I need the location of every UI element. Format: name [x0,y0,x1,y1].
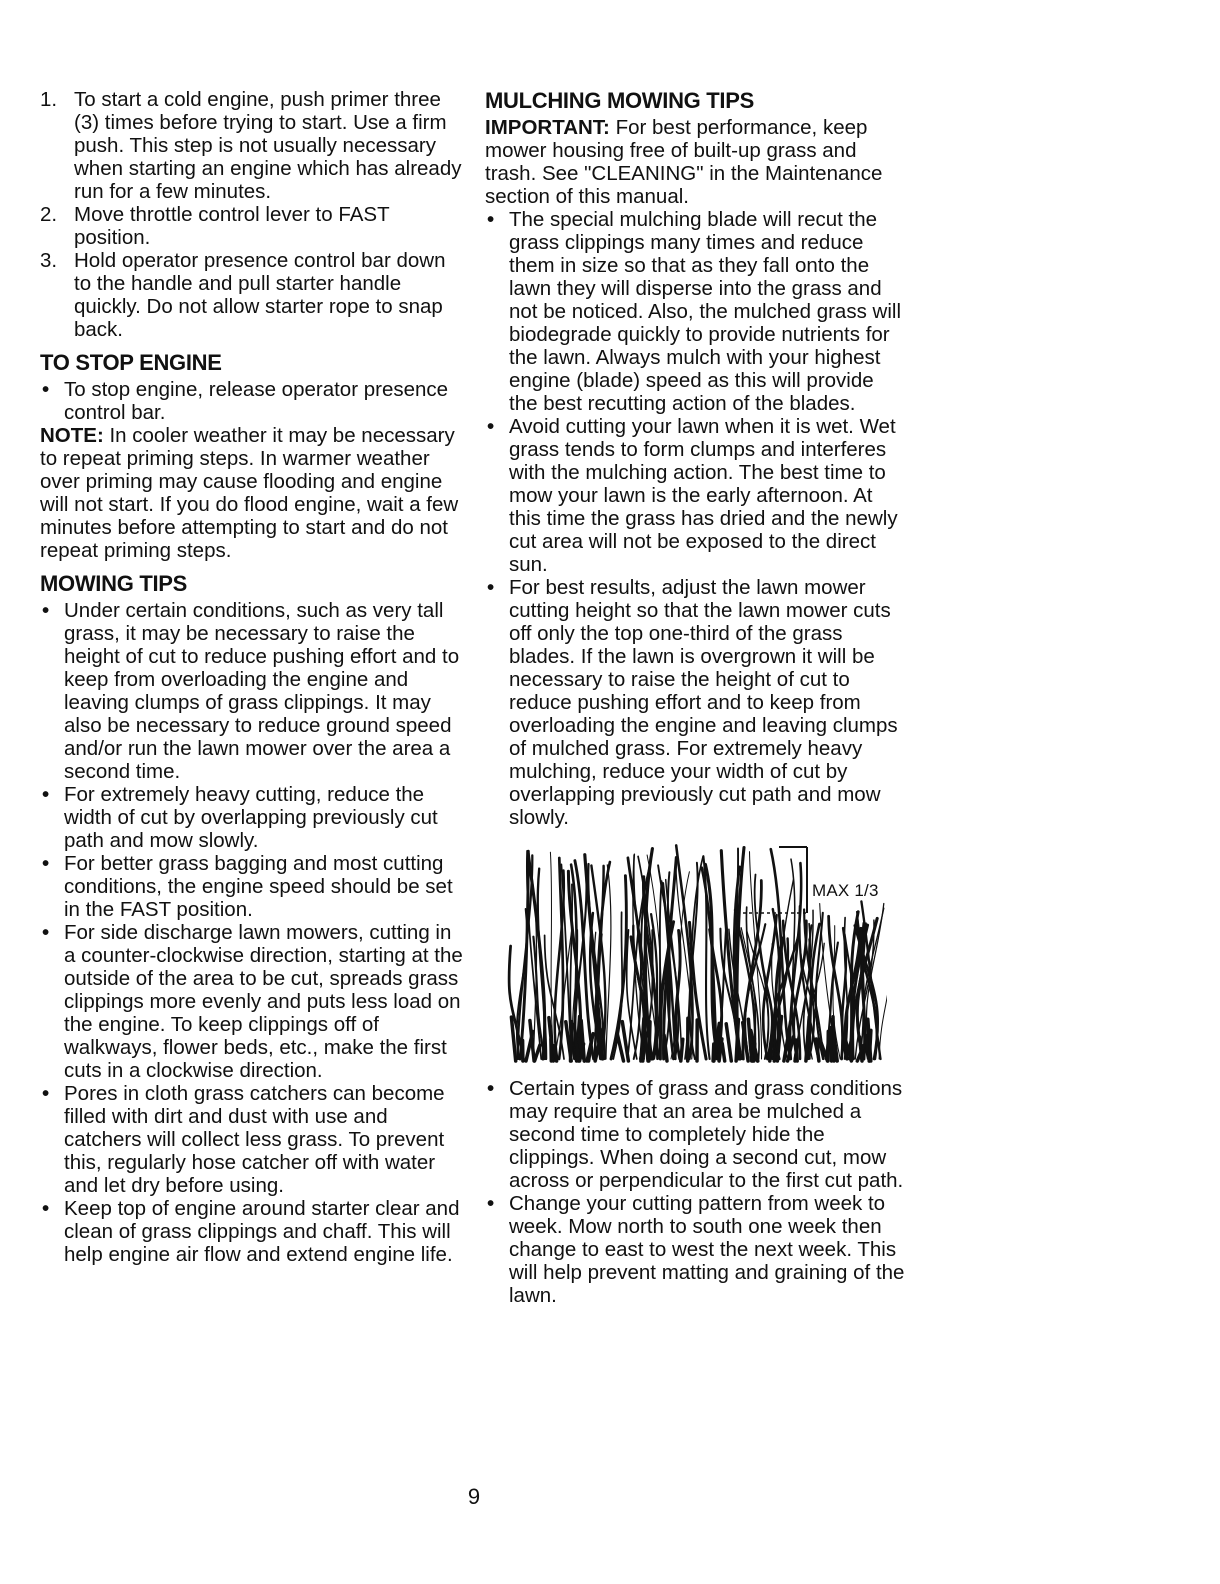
list-item [40,378,465,424]
start-step [40,88,465,203]
page-number: 9 [467,1484,481,1509]
grass-base [713,1044,714,1061]
grass-base [831,1028,832,1061]
grass-base [571,1022,572,1061]
note-text: In cooler weather it may be necessary to repeat priming steps. In warmer weather over priming may cause flooding and engine will not start. If you do flood engine, wait a few minutes before attempting to start and do not repeat priming steps. [40,424,459,562]
stop-engine-list [40,378,465,424]
grass-base [736,1019,738,1061]
bullet-icon: • [487,415,495,438]
list-item [40,1197,465,1266]
important-block [485,116,905,208]
grass-illustration [507,841,887,1063]
grass-blade [879,941,887,1059]
mulching-tips-list-continued [485,1077,905,1307]
list-item [40,783,465,852]
start-steps-list [40,88,465,341]
bullet-icon: • [42,1082,50,1105]
list-item-text: For best results, adjust the lawn mower cutting height so that the lawn mower cuts off only the top one-third of the grass blades. If the lawn is overgrown it will be necessary to raise the height of cut to reduce pushing effort and to keep from overloading the engine and leaving clumps of mulched grass. For extremely heavy mulching, reduce your width of cut by overlapping previously cut path and mow slowly. [509,576,898,829]
max-one-third-label: MAX 1/3 [812,881,879,900]
mulching-tips-heading: MULCHING MOWING TIPS [485,88,754,113]
bullet-icon: • [42,921,50,944]
step-number: 2. [40,203,58,226]
list-item [485,415,905,576]
grass-base [726,1024,731,1061]
left-column [40,88,465,1266]
bullet-icon: • [487,576,495,599]
list-item-text: For extremely heavy cutting, reduce the width of cut by overlapping previously cut path and mow slowly. [64,783,438,852]
note-label: NOTE: [40,424,104,447]
list-item-text: Change your cutting pattern from week to week. Mow north to south one week then change to east to west the next week. This will help prevent matting and graining of the lawn. [509,1192,905,1307]
grass-base [681,1039,683,1061]
start-step [40,203,465,249]
list-item [40,1082,465,1197]
grass-blade [606,865,611,1059]
bullet-icon: • [487,1077,495,1100]
note-paragraph [40,424,465,562]
list-item [40,599,465,783]
list-item-text: Pores in cloth grass catchers can become filled with dirt and dust with use and catchers will collect less grass. To prevent this, regularly hose catcher off with water and let dry before using. [64,1082,445,1197]
list-item-text: The special mulching blade will recut the grass clippings many times and reduce them in size so that as they fall onto the lawn they will disperse into the grass and not be noticed. Also, the mulched grass will biodegrade quickly to provide nutrients for the lawn. Always mulch with your highest engine (blade) speed as this will provide the best recutting action of the blades. [509,208,901,415]
list-item [485,1077,905,1192]
stop-engine-heading: TO STOP ENGINE [40,350,222,375]
list-item-text: Under certain conditions, such as very tall grass, it may be necessary to raise the height of cut to reduce pushing effort and to keep from overloading the engine and leaving clumps of grass clippings. It may also be necessary to reduce ground speed and/or run the lawn mower over the area a second time. [64,599,460,783]
grass-base [617,1034,623,1061]
start-step [40,249,465,341]
bullet-icon: • [42,599,50,622]
bullet-icon: • [42,378,50,401]
list-item-text: Avoid cutting your lawn when it is wet. Wet grass tends to form clumps and interferes with the mulching action. The best time to mow your lawn is the early afternoon. At this time the grass has dried and the newly cut area will not be exposed to the direct sun. [509,415,898,576]
step-text: Hold operator presence control bar down to the handle and pull starter handle quickly. Do not allow starter rope to snap back. [74,249,446,341]
grass-blades [509,845,887,1061]
list-item [40,852,465,921]
list-item [40,921,465,1082]
list-item-text: Certain types of grass and grass conditions may require that an area be mulched a second time to completely hide the clippings. When doing a second cut, mow across or perpendicular to the first cut path. [509,1077,904,1192]
list-item [485,1192,905,1307]
step-text: To start a cold engine, push primer three (3) times before trying to start. Use a firm push. This step is not usually necessary when starting an engine which has already run for a few minutes. [74,88,462,203]
mulching-tips-list [485,208,905,829]
bullet-icon: • [42,1197,50,1220]
list-item-text: Keep top of engine around starter clear and clean of grass clippings and chaff. This will help engine air flow and extend engine life. [64,1197,460,1266]
right-column [485,88,905,1307]
mowing-tips-list [40,599,465,1266]
list-item [485,208,905,415]
important-paragraph [485,116,905,208]
list-item-text: For better grass bagging and most cutting conditions, the engine speed should be set in the FAST position. [64,852,453,921]
grass-base [796,1040,797,1061]
grass-base [833,1017,834,1061]
grass-base [722,1044,725,1062]
step-text: Move throttle control lever to FAST position. [74,203,390,249]
step-number: 3. [40,249,58,272]
note-block [40,424,465,562]
grass-base [530,1021,534,1062]
list-item-text: For side discharge lawn mowers, cutting in a counter-clockwise direction, starting at the outside of the area to be cut, spreads grass clippings more evenly and puts less load on the engine. To keep clippings off of walkways, flower beds, etc., make the first cuts in a clockwise direction. [64,921,463,1082]
list-item [485,576,905,829]
important-label: IMPORTANT: [485,116,610,139]
grass-base [869,1030,871,1061]
bullet-icon: • [487,1192,495,1215]
bullet-icon: • [42,783,50,806]
step-number: 1. [40,88,58,111]
bullet-icon: • [487,208,495,231]
list-item-text: To stop engine, release operator presence control bar. [64,378,449,424]
important-text: For best performance, keep mower housing free of built-up grass and trash. See "CLEANING" in the Maintenance section of this manual. [485,116,883,208]
mowing-tips-heading: MOWING TIPS [40,571,188,596]
grass-height-illustration [507,841,887,1063]
bullet-icon: • [42,852,50,875]
